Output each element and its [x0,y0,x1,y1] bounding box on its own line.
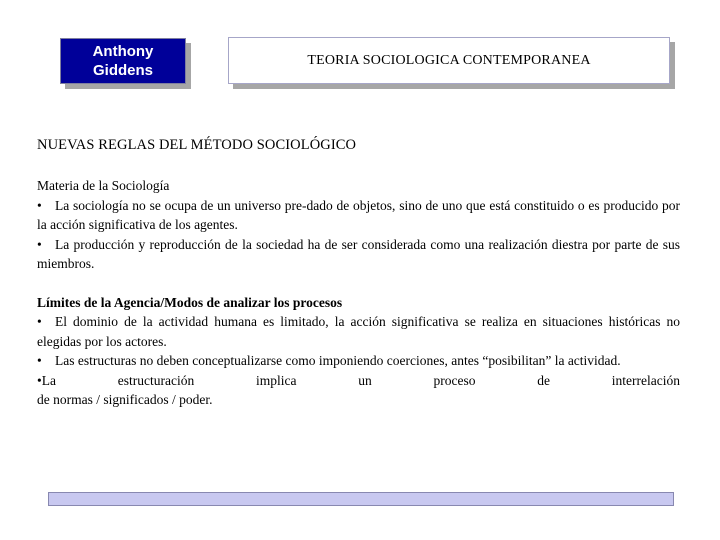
slide-title-box [228,37,670,84]
author-first-name: Anthony [92,43,154,60]
list-item: •La estructuración implica un proceso de interrelación [37,372,680,388]
slide-title: TEORIA SOCIOLOGICA CONTEMPORANEA [307,52,591,68]
list-item-continuation: de normas / significados / poder. [37,392,213,407]
bullet-icon: • [37,236,42,252]
list-item: • El dominio de la actividad humana es limitado, la acción significativa se realiza en situaciones históricas no elegidas por los actores. [37,314,680,349]
author-last-name: Giddens [92,62,153,79]
list-item: • La sociología no se ocupa de un universo pre-dado de objetos, sino de uno que está constituido o es producido por la acción significativa de los agentes. [37,197,680,232]
list-item: • Las estructuras no deben conceptualizarse como imponiendo coerciones, antes “posibilitan” la actividad. [37,351,680,371]
section-title-limites: Límites de la Agencia/Modos de analizar los procesos [37,294,343,310]
bullet-icon: • [37,314,42,329]
list-item: • La producción y reproducción de la sociedad ha de ser considerada como una realización diestra por parte de sus miembros. [37,236,680,271]
bullet-icon: • [37,353,42,368]
author-badge [60,38,186,84]
section-title-materia: Materia de la Sociología [37,178,170,193]
bullet-icon: • [37,372,42,388]
bullet-icon: • [37,197,42,213]
footer-bar [48,492,674,506]
main-heading: NUEVAS REGLAS DEL MÉTODO SOCIOLÓGICO [37,137,357,153]
slide-content [37,176,680,410]
